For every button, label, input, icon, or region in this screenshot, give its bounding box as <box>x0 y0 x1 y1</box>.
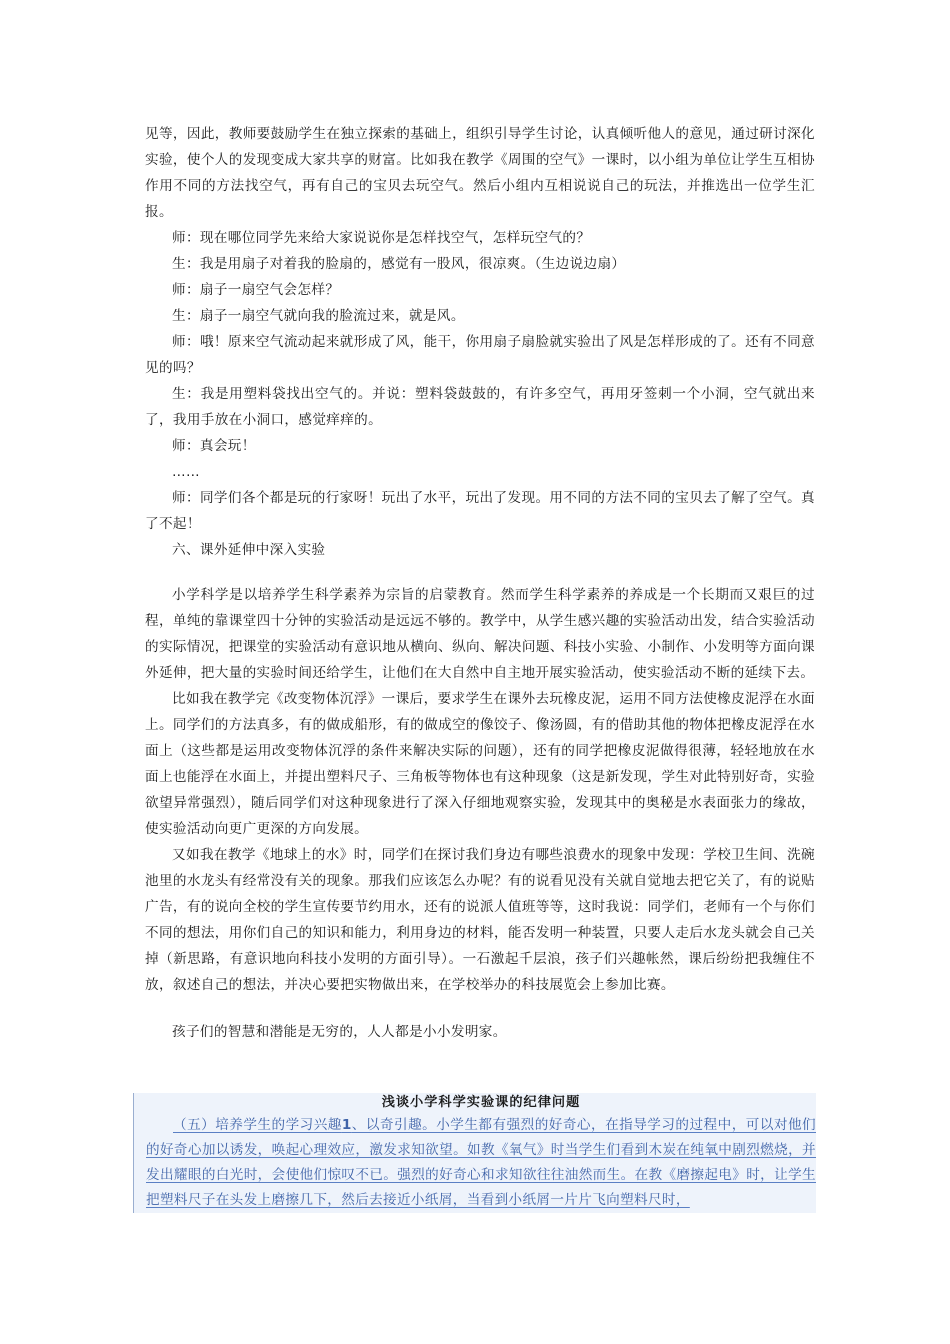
dialogue-line: 师：现在哪位同学先来给大家说说你是怎样找空气，怎样玩空气的？ <box>172 230 591 246</box>
document-body <box>145 121 815 1213</box>
linked-article-excerpt[interactable] <box>133 1093 816 1213</box>
dialogue-line: 生：扇子一扇空气就向我的脸流过来，就是风。 <box>172 308 465 324</box>
article-paragraph[interactable] <box>146 1113 816 1213</box>
section-paragraph: 小学科学是以培养学生科学素养为宗旨的启蒙教育。然而学生科学素养的养成是一个长期而又艰巨的过程，单纯的靠课堂四十分钟的实验活动是远远不够的。教学中，从学生感兴趣的实验活动出发，结合实验活动的实际情况，把课堂的实验活动有意识地从横向、纵向、解决问题、科技小实验、小制作、小发明等方面向课外延伸，把大量的实验时间还给学生，让他们在大自然中自主地开展实验活动，使实验活动不断的延续下去。 <box>145 587 815 681</box>
section-paragraph: 又如我在教学《地球上的水》时，同学们在探讨我们身边有哪些浪费水的现象中发现：学校卫生间、洗碗池里的水龙头有经常没有关的现象。那我们应该怎么办呢？有的说看见没有关就自觉地去把它关了，有的说贴广告，有的说向全校的学生宣传要节约用水，还有的说派人值班等等，这时我说：同学们，老师有一个与你们不同的想法，用你们自己的知识和能力，利用身边的材料，能否发明一种装置，只要人走后水龙头就会自己关掉（新思路，有意识地向科技小发明的方面引导）。一石激起千层浪，孩子们兴趣帐然，课后纷纷把我缠住不放，叙述自己的想法，并决心要把实物做出来，在学校举办的科技展览会上参加比赛。 <box>145 847 815 993</box>
section-paragraph: 比如我在教学完《改变物体沉浮》一课后，要求学生在课外去玩橡皮泥，运用不同方法使橡皮泥浮在水面上。同学们的方法真多，有的做成船形，有的做成空的像饺子、像汤圆，有的借助其他的物体把橡皮泥浮在水面上（这些都是运用改变物体沉浮的条件来解决实际的问题），还有的同学把橡皮泥做得很薄，轻轻地放在水面上也能浮在水面上，并提出塑料尺子、三角板等物体也有这种现象（这是新发现，学生对此特别好奇，实验欲望异常强烈），随后同学们对这种现象进行了深入仔细地观察实验，发现其中的奥秘是水表面张力的缘故，使实验活动向更广更深的方向发展。 <box>145 691 815 837</box>
spacer <box>145 998 815 1019</box>
paragraph-continued: 见等，因此，教师要鼓励学生在独立探索的基础上，组织引导学生讨论，认真倾听他人的意见，通过研讨深化实验，使个人的发现变成大家共享的财富。比如我在教学《周围的空气》一课时，以小组为单位让学生互相协作用不同的方法找空气，再有自己的宝贝去玩空气。然后小组内互相说说自己的玩法，并推选出一位学生汇报。 <box>145 126 815 220</box>
spacer <box>145 1045 815 1089</box>
dialogue-line: 师：真会玩！ <box>172 438 256 454</box>
article-intro-prefix[interactable]: （五）培养学生的学习兴趣 <box>173 1117 342 1133</box>
article-intro-number[interactable]: 1 <box>341 1117 352 1133</box>
article-title: 浅谈小学科学实验课的纪律问题 <box>381 1095 581 1110</box>
closing-paragraph: 孩子们的智慧和潜能是无穷的，人人都是小小发明家。 <box>172 1024 507 1040</box>
spacer <box>145 563 815 582</box>
article-body[interactable]: 、以奇引趣。小学生都有强烈的好奇心，在指导学习的过程中，可以对他们的好奇心加以诱发，唤起心理效应，激发求知欲望。如教《氧气》时当学生们看到木炭在纯氧中剧烈燃烧，并发出耀眼的白光时，会使他们惊叹不已。强烈的好奇心和求知欲往往油然而生。在教《磨擦起电》时，让学生把塑料尺子在头发上磨擦几下，然后去接近小纸屑，当看到小纸屑一片片飞向塑料尺时， <box>146 1117 816 1208</box>
dialogue-ellipsis: …… <box>172 464 200 480</box>
dialogue-line: 师：扇子一扇空气会怎样？ <box>172 282 340 298</box>
dialogue-line: 师：同学们各个都是玩的行家呀！玩出了水平，玩出了发现。用不同的方法不同的宝贝去了解了空气。真了不起！ <box>145 490 815 532</box>
dialogue-line: 师：哦！原来空气流动起来就形成了风，能干，你用扇子扇脸就实验出了风是怎样形成的了。还有不同意见的吗？ <box>145 334 815 376</box>
dialogue-line: 生：我是用塑料袋找出空气的。并说：塑料袋鼓鼓的，有许多空气，再用牙签刺一个小洞，空气就出来了，我用手放在小洞口，感觉痒痒的。 <box>145 386 815 428</box>
dialogue-line: 生：我是用扇子对着我的脸扇的，感觉有一股风，很凉爽。（生边说边扇） <box>172 256 626 272</box>
section-heading: 六、课外延伸中深入实验 <box>172 542 326 558</box>
